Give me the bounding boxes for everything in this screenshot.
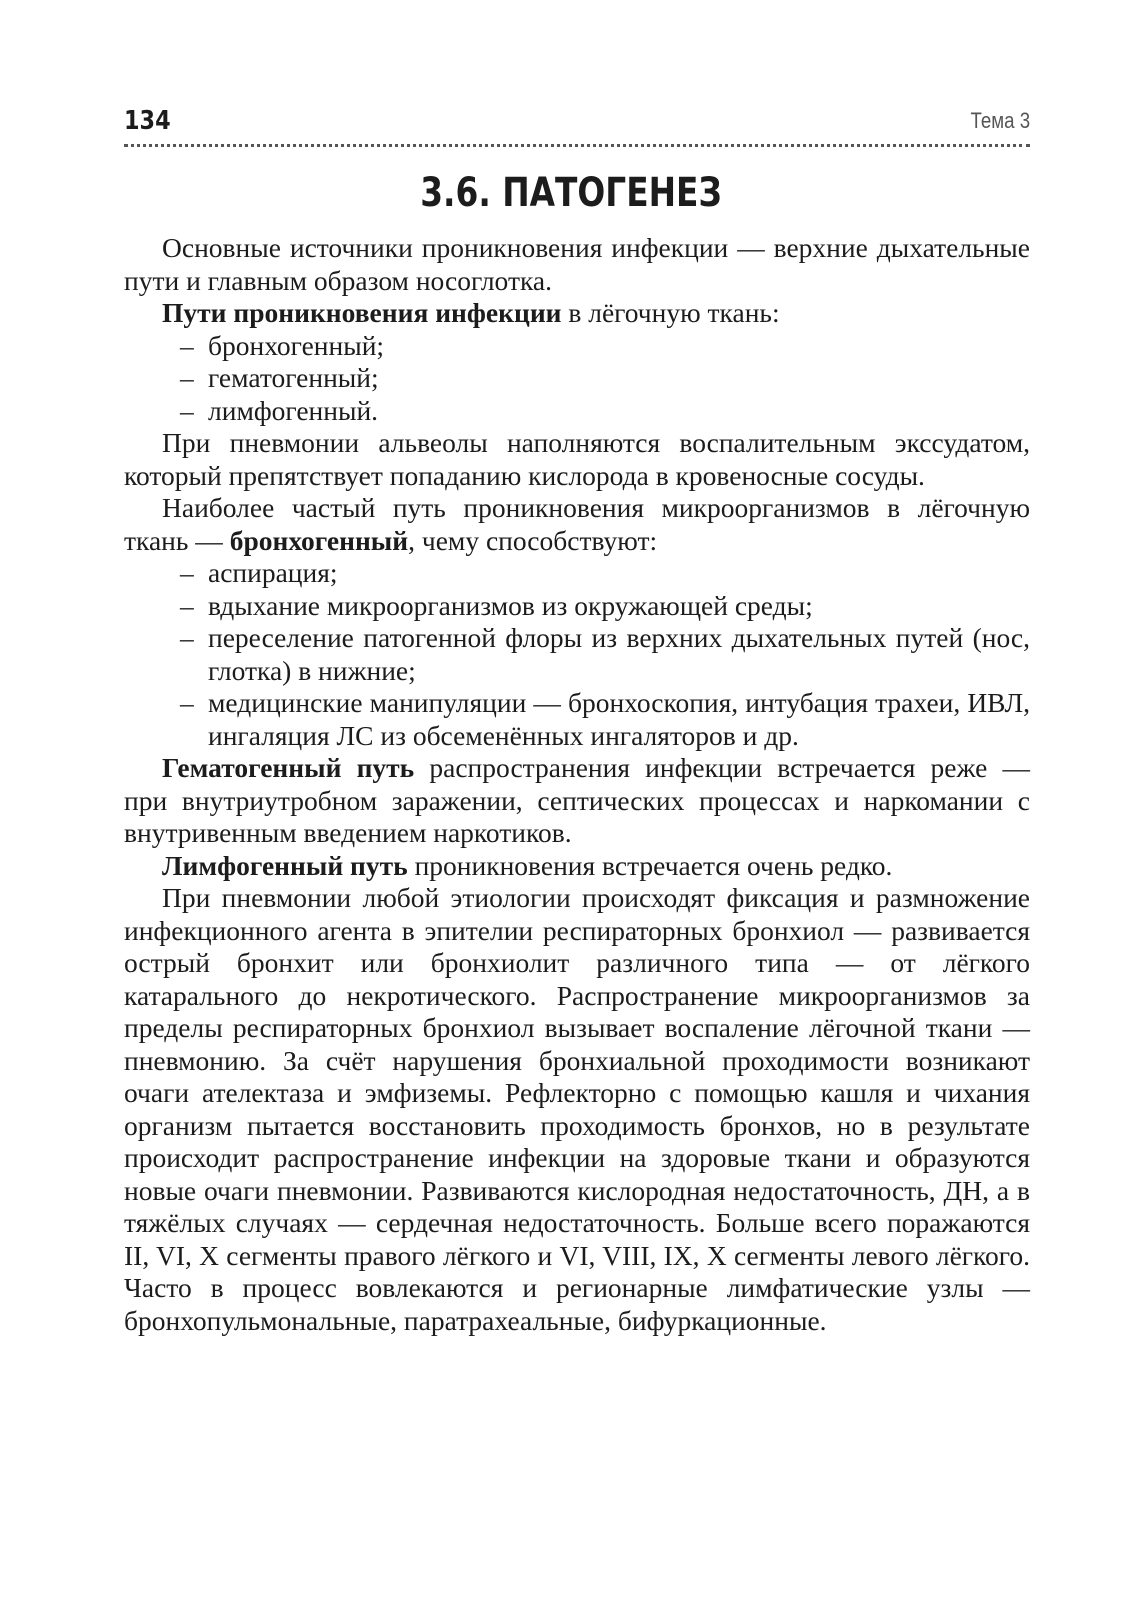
list-item-text: переселение патогенной флоры из верхних дыхательных путей (нос, глотка) в нижние; xyxy=(208,622,1030,686)
hematogenic-bold-term: Гематогенный путь xyxy=(162,752,415,783)
paragraph-lymphogenic xyxy=(124,850,1030,883)
list-item: – медицинские манипуляции — бронхоскопия, интубация трахеи, ИВЛ, ингаляция ЛС из обсеменённых ингаляторов и др. xyxy=(180,687,1030,751)
routes-bold-term: Пути проникновения инфекции xyxy=(162,297,562,328)
page-header xyxy=(124,104,1030,147)
lymphogenic-bold-term: Лимфогенный путь xyxy=(162,849,408,881)
bronchogenic-bold-term: бронхогенный xyxy=(229,524,409,556)
routes-intro-text: в лёгочную ткань: xyxy=(561,297,780,328)
paragraph-alveoli: При пневмонии альвеолы наполняются воспалительным экссудатом, который препятствует попаданию кислорода в кровеносные сосуды. xyxy=(124,427,1030,491)
list-item-text: лимфогенный. xyxy=(208,394,379,426)
list-item: – аспирация; xyxy=(180,557,338,588)
list-item-text: аспирация; xyxy=(208,557,338,588)
list-item: – гематогенный; xyxy=(180,362,379,393)
paragraph-pathogenesis: При пневмонии любой этиологии происходят фиксация и размножение инфекционного агента в эпителии респираторных бронхиол — развивается острый бронхит или бронхиолит различного типа — от лёгкого катарального до некротического. Распространение микроорганизмов за пределы респираторных бронхиол вызывает воспаление лёгочной ткани — пневмонию. За счёт нарушения бронхиальной проходимости возникают очаги ателектаза и эмфиземы. Рефлекторно с помощью кашля и чихания организм пытается восстановить проходимость бронхов, но в результате происходит распространение инфекции на здоровые ткани и образуются новые очаги пневмонии. Развиваются кислородная недостаточность, ДН, а в тяжёлых случаях — сердечная недостаточность. Больше всего поражаются II, VI, X сегменты правого лёгкого и VI, VIII, IX, X сегменты левого лёгкого. Часто в процесс вовлекаются и регионарные лимфатические узлы — бронхопульмональные, паратрахеальные, бифуркационные. xyxy=(124,882,1030,1336)
routes-list xyxy=(124,330,1030,428)
lymphogenic-text: проникновения встречается очень редко. xyxy=(407,849,893,881)
factors-list xyxy=(124,557,1030,752)
paragraph-routes-intro xyxy=(124,297,1030,330)
list-item: – переселение патогенной флоры из верхних дыхательных путей (нос, глотка) в нижние; xyxy=(180,622,1030,686)
list-item: – вдыхание микроорганизмов из окружающей среды; xyxy=(180,589,813,621)
section-title: 3.6. ПАТОГЕНЕЗ xyxy=(420,170,722,216)
paragraph-hematogenic xyxy=(124,752,1030,850)
list-item-text: гематогенный; xyxy=(208,362,379,393)
list-item-text: бронхогенный; xyxy=(208,329,385,361)
page-number: 134 xyxy=(124,106,171,136)
list-item-text: вдыхание микроорганизмов из окружающей среды; xyxy=(208,589,813,621)
running-head: Тема 3 xyxy=(970,108,1030,133)
paragraph-bronchogenic xyxy=(124,492,1030,557)
list-item: – лимфогенный. xyxy=(180,394,379,426)
bronchogenic-text-before: Наиболее частый путь проникновения микроорганизмов в лёгочную ткань — xyxy=(124,492,1030,556)
list-item: – бронхогенный; xyxy=(180,329,385,361)
list-item-text: медицинские манипуляции — бронхоскопия, интубация трахеи, ИВЛ, ингаляция ЛС из обсеменённых ингаляторов и др. xyxy=(208,687,1030,751)
bronchogenic-text-after: , чему способствуют: xyxy=(408,524,658,556)
body-text xyxy=(124,232,1030,1337)
paragraph-sources: Основные источники проникновения инфекции — верхние дыхательные пути и главным образом носоглотка. xyxy=(124,232,1030,296)
hematogenic-text: распространения инфекции встречается реже — при внутриутробном заражении, септических процессах и наркомании с внутривенным введением наркотиков. xyxy=(124,752,1030,848)
